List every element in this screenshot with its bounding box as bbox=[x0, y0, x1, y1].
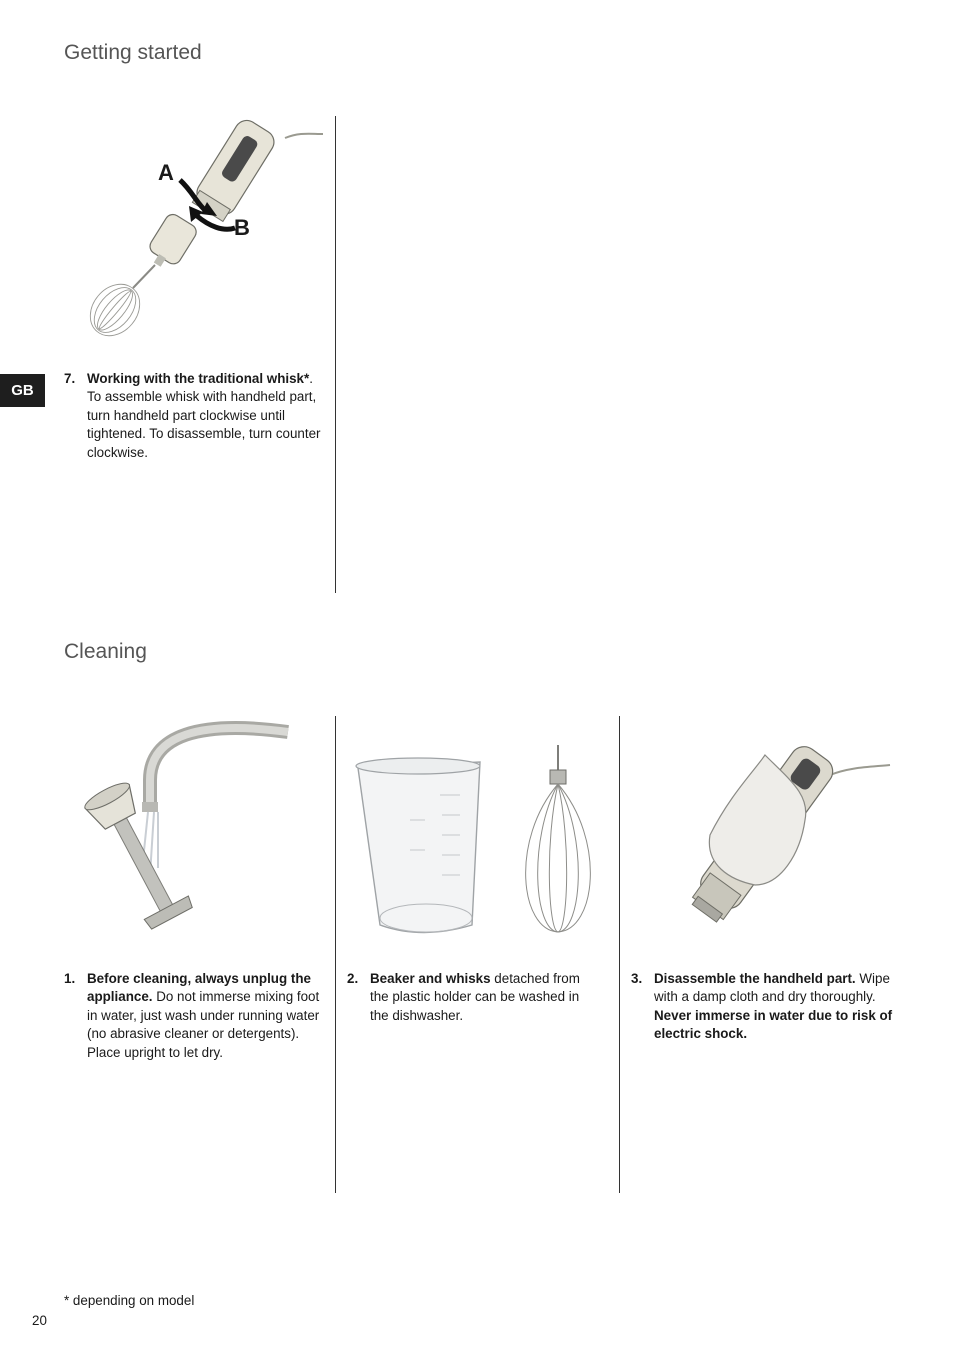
step-number: 1. bbox=[64, 971, 76, 986]
beaker-and-whisk-illustration bbox=[350, 740, 605, 940]
cleaning-step-3 bbox=[631, 970, 896, 1044]
arrow-label-b: B bbox=[234, 215, 250, 240]
page-number: 20 bbox=[32, 1313, 47, 1328]
column-divider bbox=[335, 716, 336, 1193]
step-text: detached from the plastic holder can be washed in the dishwasher. bbox=[370, 971, 580, 1023]
step-number: 2. bbox=[347, 971, 359, 986]
step-text: Wipe with a damp cloth and dry thoroughly. bbox=[654, 971, 890, 1005]
step-heading: Beaker and whisks bbox=[370, 971, 491, 986]
footnote: * depending on model bbox=[64, 1293, 195, 1308]
step-number: 3. bbox=[631, 971, 643, 986]
step-heading: Working with the traditional whisk* bbox=[87, 371, 310, 386]
section-title-getting-started: Getting started bbox=[64, 41, 202, 64]
wipe-handheld-illustration bbox=[660, 725, 895, 945]
step-7 bbox=[64, 370, 324, 462]
cleaning-step-2 bbox=[347, 970, 597, 1025]
step-text: . To assemble whisk with handheld part, turn handheld part clockwise until tightened. To disassemble, turn counter clockwise. bbox=[87, 371, 321, 460]
cleaning-step-1 bbox=[64, 970, 324, 1062]
arrow-label-a: A bbox=[158, 160, 174, 185]
step-number: 7. bbox=[64, 371, 76, 386]
step-heading: Before cleaning, always unplug the appliance. bbox=[87, 971, 311, 1005]
section-title-cleaning: Cleaning bbox=[64, 640, 147, 663]
step-text: Do not immerse mixing foot in water, just wash under running water (no abrasive cleaner or detergents). Place upright to let dry. bbox=[87, 989, 320, 1060]
rinse-under-tap-illustration bbox=[70, 710, 300, 945]
step-heading: Disassemble the handheld part. bbox=[654, 971, 856, 986]
step-warning: Never immerse in water due to risk of electric shock. bbox=[654, 1007, 893, 1042]
language-tab: GB bbox=[0, 374, 45, 407]
column-divider bbox=[335, 116, 336, 593]
column-divider bbox=[619, 716, 620, 1193]
whisk-assembly-illustration bbox=[85, 110, 330, 345]
